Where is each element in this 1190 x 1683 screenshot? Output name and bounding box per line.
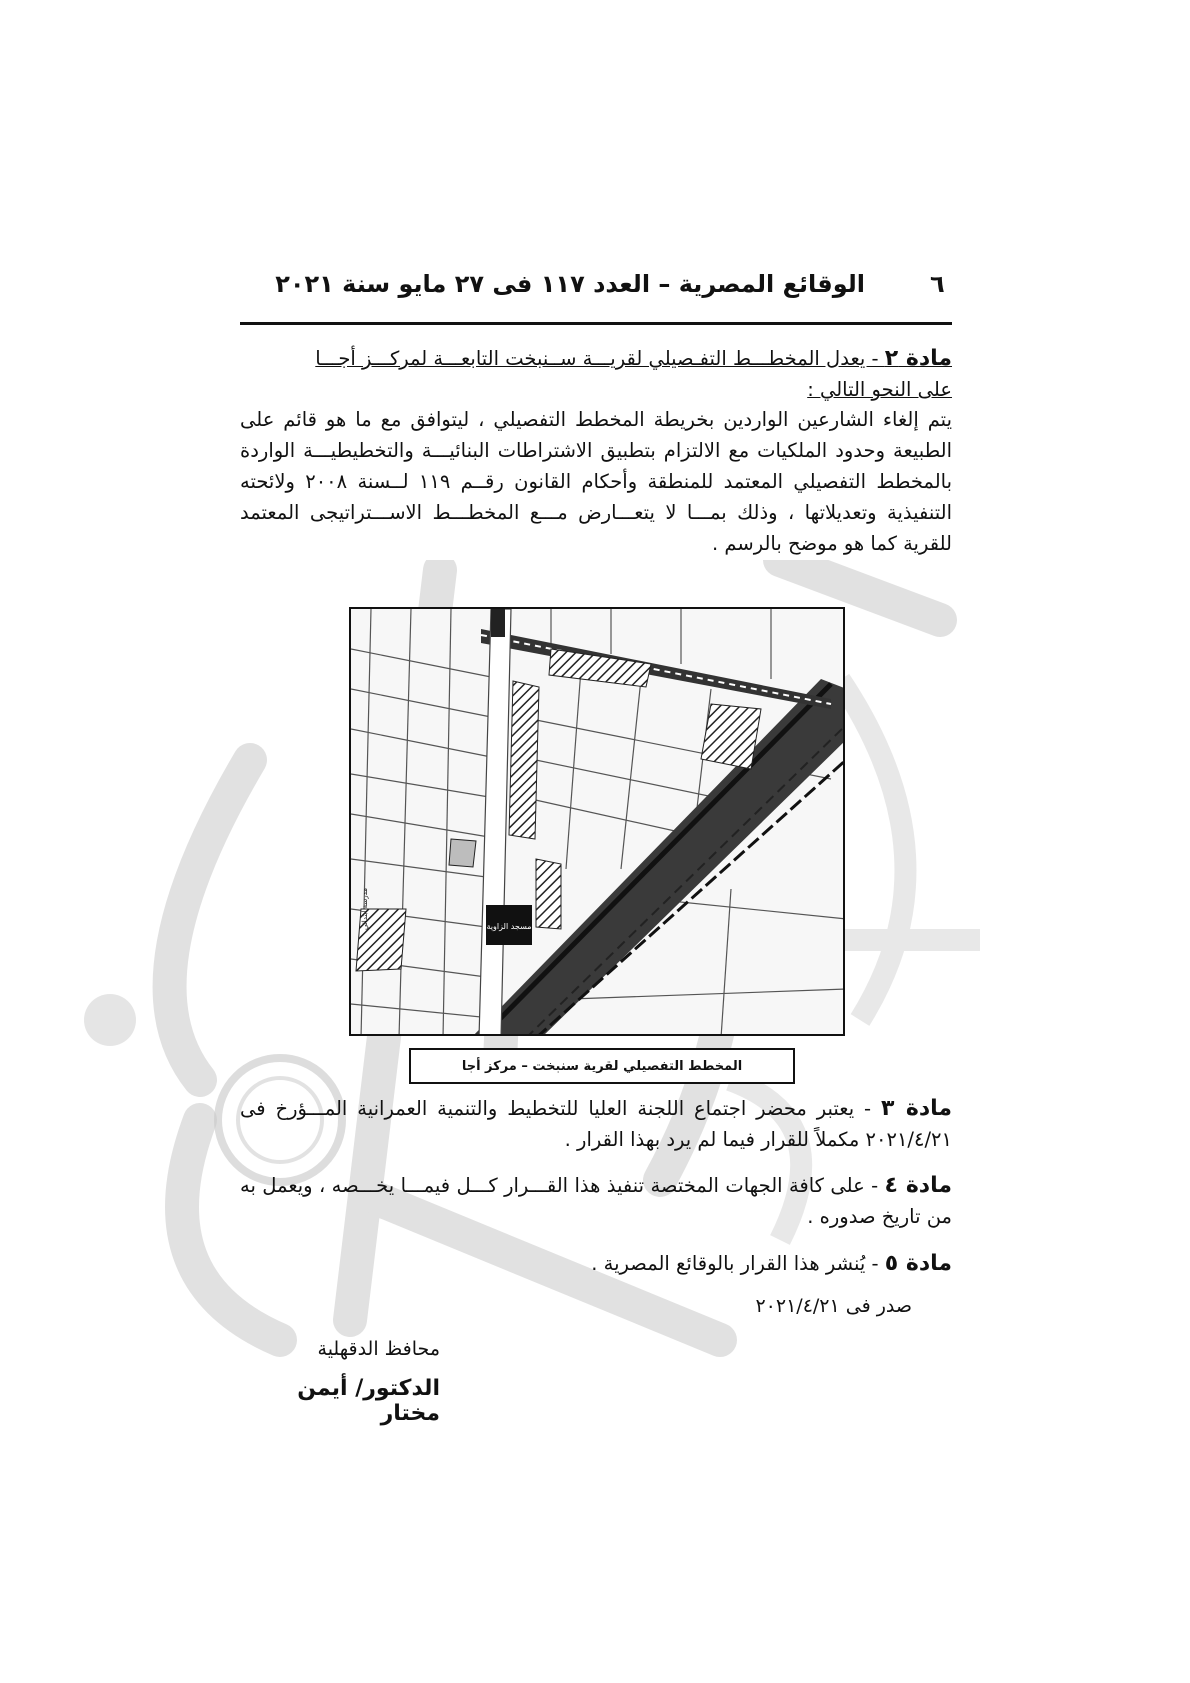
article-5 [240, 1248, 952, 1279]
article-2-heading-text: - يعدل المخطـــط التفـصيلي لقريـــة ســنبخت التابعـــة لمركـــز أجـــا [315, 347, 885, 370]
signatory-name: الدكتور/ أيمن مختار [297, 1376, 440, 1426]
page-number: ٦ [930, 270, 945, 298]
article-3-text: - يعتبر محضر اجتماع اللجنة العليا للتخطيط والتنمية العمرانية المـــؤرخ فى ٢٠٢١/٤/٢١ مكملاً للقرار فيما لم يرد بهذا القرار . [240, 1097, 952, 1151]
header-divider [240, 322, 952, 325]
article-4-label: مادة ٤ [884, 1173, 952, 1198]
village-map [349, 607, 845, 1036]
signatory-title: محافظ الدقهلية [317, 1338, 440, 1360]
article-2-body: يتم إلغاء الشارعين الواردين بخريطة المخطط التفصيلي ، ليتوافق مع ما هو قائم على الطبيعة وحدود الملكيات مع الالتزام بتطبيق الاشتراطات البنائيـــة والتخطيطيـــة الواردة بالمخطط التفصيلي المعتمد للمنطقة وأحكام القانون رقــم ١١٩ لــسنة ٢٠٠٨ ولائحته التنفيذية وتعديلاتها ، وذلك بمـــا لا يتعـــارض مـــع المخطـــط الاســـتراتيجى المعتمد للقرية كما هو موضح بالرسم . [240, 408, 953, 555]
article-5-text: - يُنشر هذا القرار بالوقائع المصرية . [591, 1252, 885, 1275]
article-2-heading-line2-row [240, 374, 952, 405]
article-4 [240, 1170, 952, 1232]
article-3-label: مادة ٣ [881, 1096, 952, 1121]
article-2-label: مادة ٢ [884, 346, 952, 371]
header-title: الوقائع المصرية – العدد ١١٧ فى ٢٧ مايو سنة ٢٠٢١ [275, 270, 865, 298]
article-2-heading-line2: على النحو التالي : [807, 378, 952, 401]
issue-date: صدر فى ٢٠٢١/٤/٢١ [755, 1295, 912, 1317]
map-caption: المخطط التفصيلي لقرية سنبخت – مركز أجا [409, 1048, 795, 1084]
article-4-text: - على كافة الجهات المختصة تنفيذ هذا القـــرار كـــل فيمـــا يخـــصه ، ويعمل به من تاريخ صدوره . [240, 1174, 952, 1228]
article-5-label: مادة ٥ [884, 1251, 952, 1276]
map-drawing [351, 609, 845, 1036]
article-3 [240, 1093, 952, 1155]
article-2-heading [240, 343, 952, 374]
map-label-school: مدرسة ابتدائي [361, 887, 369, 931]
map-label-mosque: مسجد الزاوية [486, 922, 532, 931]
